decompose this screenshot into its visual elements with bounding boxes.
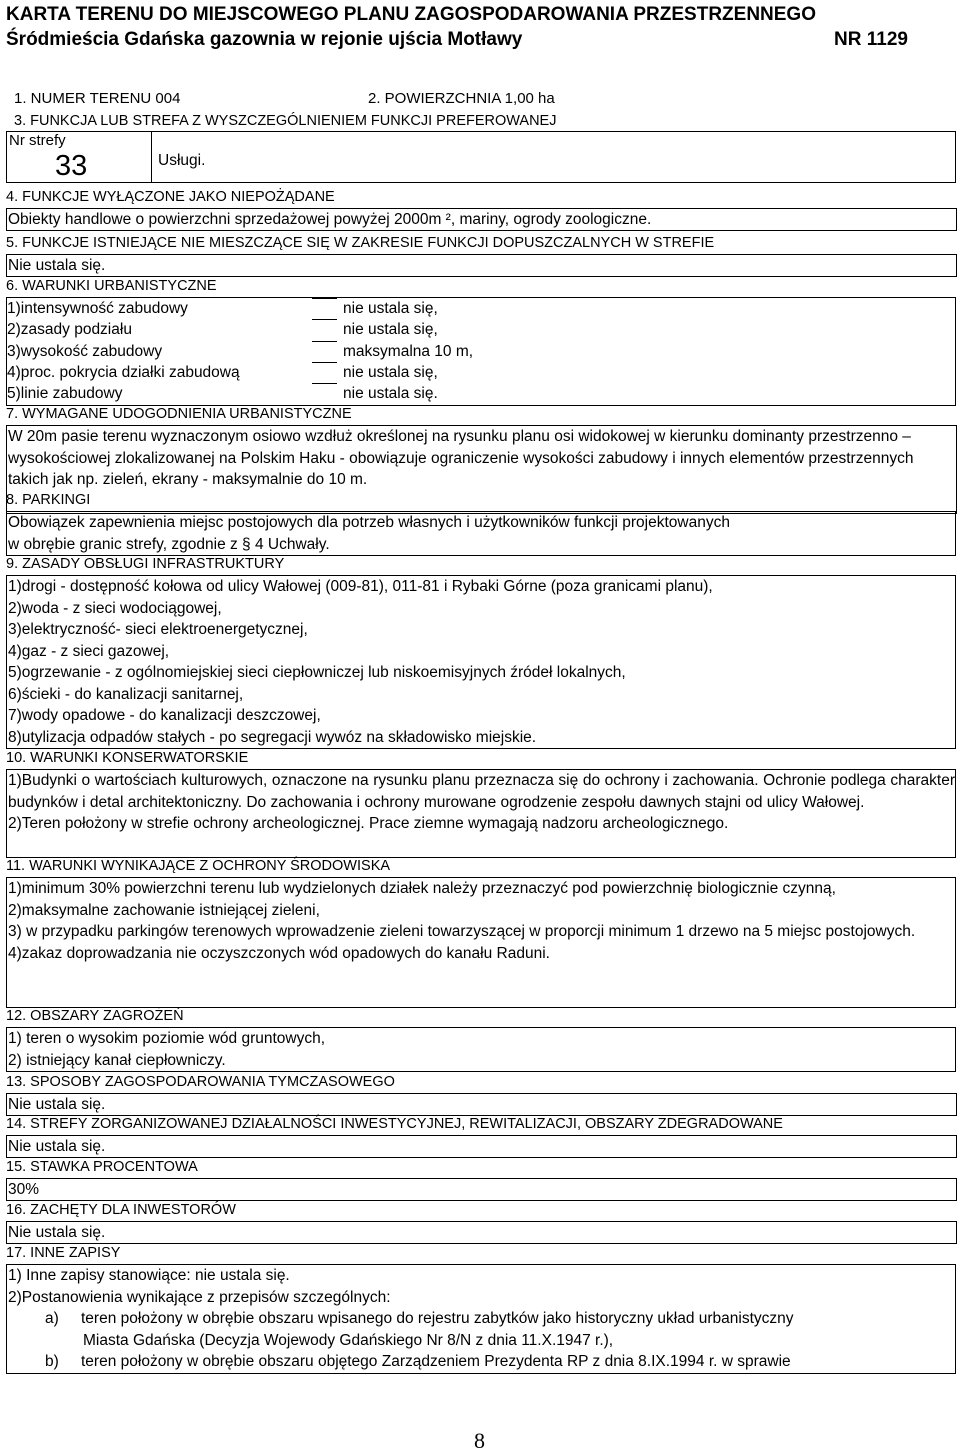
s6-value: maksymalna 10 m, — [343, 342, 474, 360]
s12-item: 2) istniejący kanał ciepłowniczy. — [8, 1051, 226, 1069]
section-1-2 — [14, 90, 555, 107]
document-header — [6, 2, 954, 52]
section-8-heading: 8. PARKINGI — [6, 492, 91, 508]
s6-value: nie ustala się, — [343, 300, 438, 317]
section-16-heading: 16. ZACHĘTY DLA INWESTORÓW — [6, 1202, 236, 1218]
s6-row — [7, 362, 955, 383]
s9-item: 6)ścieki - do kanalizacji sanitarnej, — [8, 685, 244, 703]
dash — [312, 341, 337, 358]
strefa-label: Nr strefy — [9, 132, 66, 149]
section-17-heading: 17. INNE ZAPISY — [6, 1245, 121, 1261]
s6-row — [7, 298, 955, 319]
strefa-nr-cell — [7, 132, 152, 182]
s6-value: nie ustala się, — [343, 321, 438, 339]
section-8-line1: Obowiązek zapewnienia miejsc postojowych dla potrzeb własnych i użytkowników funkcji projektowanych — [8, 514, 730, 531]
s9-item: 7)wody opadowe - do kanalizacji deszczowej, — [8, 707, 321, 724]
section-13-heading: 13. SPOSOBY ZAGOSPODAROWANIA TYMCZASOWEGO — [6, 1074, 395, 1090]
s6-value: nie ustala się, — [343, 363, 438, 381]
section-13-text: Nie ustala się. — [6, 1093, 957, 1116]
section-3-heading: 3. FUNKCJA LUB STREFA Z WYSZCZEGÓLNIENIEM FUNKCJI PREFEROWANEJ — [14, 113, 557, 129]
section-5-heading: 5. FUNKCJE ISTNIEJĄCE NIE MIESZCZĄCE SIĘ W ZAKRESIE FUNKCJI DOPUSZCZALNYCH W STREFIE — [6, 235, 715, 251]
strefa-function: Usługi. — [158, 152, 206, 169]
s12-item: 1) teren o wysokim poziomie wód gruntowych, — [8, 1030, 326, 1047]
section-17-box — [6, 1264, 956, 1374]
section-11-box — [6, 877, 956, 1008]
s6-key: 2)zasady podziału — [7, 321, 132, 339]
section-15-text: 30% — [6, 1178, 957, 1201]
s6-key: 5)linie zabudowy — [7, 385, 123, 403]
s17-a-text-cont: Miasta Gdańska (Decyzja Wojewody Gdańskiego Nr 8/N z dnia 11.X.1947 r.), — [83, 1331, 614, 1349]
strefa-box — [6, 131, 956, 183]
s6-value: nie ustala się. — [343, 385, 438, 403]
header-title: KARTA TERENU DO MIEJSCOWEGO PLANU ZAGOSPODAROWANIA PRZESTRZENNEGO — [6, 4, 816, 25]
section-8-box — [6, 511, 956, 556]
s6-key: 4)proc. pokrycia działki zabudową — [7, 363, 240, 381]
section-12-box — [6, 1027, 956, 1072]
section-6-box — [6, 297, 956, 406]
section-2: 2. POWIERZCHNIA 1,00 ha — [368, 90, 555, 107]
section-10-box — [6, 769, 956, 858]
section-11-heading: 11. WARUNKI WYNIKAJĄCE Z OCHRONY ŚRODOWISKA — [6, 858, 391, 874]
header-nr: NR 1129 — [834, 29, 908, 50]
section-8-line2: w obrębie granic strefy, zgodnie z § 4 Uchwały. — [8, 535, 330, 553]
s17-line-2: 2)Postanowienia wynikające z przepisów szczególnych: — [8, 1288, 391, 1306]
s6-key: 3)wysokość zabudowy — [7, 342, 163, 360]
s10-paragraph-2: 2)Teren położony w strefie ochrony archeologicznej. Prace ziemne wymagają nadzoru archeologicznego. — [8, 815, 729, 832]
header-subtitle: Śródmieścia Gdańska gazownia w rejonie ujścia Motławy — [6, 29, 523, 50]
section-7-heading: 7. WYMAGANE UDOGODNIENIA URBANISTYCZNE — [6, 406, 352, 422]
s9-item: 8)utylizacja odpadów stałych - po segregacji wywóz na składowisko miejskie. — [8, 728, 537, 746]
section-4-text: Obiekty handlowe o powierzchni sprzedażowej powyżej 2000m ², mariny, ogrody zoologiczne. — [6, 208, 957, 231]
s6-row — [7, 319, 955, 340]
section-9-box — [6, 575, 956, 749]
s9-item: 3)elektryczność- sieci elektroenergetycznej, — [8, 621, 308, 638]
section-16-text: Nie ustala się. — [6, 1221, 957, 1244]
s17-item-a — [7, 1308, 955, 1330]
section-5-text: Nie ustala się. — [6, 254, 957, 277]
s9-item: 2)woda - z sieci wodociągowej, — [8, 599, 222, 617]
s17-b-label: b) — [45, 1353, 59, 1370]
dash — [312, 298, 337, 315]
dash — [312, 362, 337, 379]
s17-item-b — [7, 1351, 955, 1373]
s6-row — [7, 383, 955, 404]
section-1: 1. NUMER TERENU 004 — [14, 90, 181, 107]
s17-b-text: teren położony w obrębie obszaru objętego Zarządzeniem Prezydenta RP z dnia 8.IX.1994 r. w sprawie — [81, 1353, 791, 1370]
page-number: 8 — [474, 1428, 485, 1453]
s17-line-1: 1) Inne zapisy stanowiące: nie ustala się. — [8, 1267, 290, 1284]
s11-item: 1)minimum 30% powierzchni terenu lub wydzielonych działek należy przeznaczyć pod powierzchnię biologicznie czynną, — [8, 880, 836, 897]
s17-a-text: teren położony w obrębie obszaru wpisanego do rejestru zabytków jako historyczny układ urbanistyczny — [81, 1310, 794, 1327]
s9-item: 5)ogrzewanie - z ogólnomiejskiej sieci ciepłowniczej lub niskoemisyjnych źródeł lokalnych, — [8, 664, 626, 681]
section-12-heading: 12. OBSZARY ZAGROŻEŃ — [6, 1008, 184, 1024]
dash — [312, 383, 337, 400]
s9-item: 4)gaz - z sieci gazowej, — [8, 642, 170, 660]
section-15-heading: 15. STAWKA PROCENTOWA — [6, 1159, 198, 1175]
s10-paragraph-1: 1)Budynki o wartościach kulturowych, oznaczone na rysunku planu przeznacza się do ochrony i zachowania. Ochronie podlega charakter budynków i detal architektoniczny. Do zachowania i ochrony murowane ogrodzenie zespołu dawnych stajni od ulicy Wałowej. — [8, 772, 955, 811]
s6-key: 1)intensywność zabudowy — [7, 300, 188, 317]
section-9-heading: 9. ZASADY OBSŁUGI INFRASTRUKTURY — [6, 556, 285, 572]
section-14-text: Nie ustala się. — [6, 1135, 957, 1158]
section-4-heading: 4. FUNKCJE WYŁĄCZONE JAKO NIEPOŻĄDANE — [6, 189, 335, 205]
section-7-text: W 20m pasie terenu wyznaczonym osiowo wzdłuż określonej na rysunku planu osi widokowej w kierunku dominanty przestrzenno – wysokościowej zlokalizowanej na Polskim Haku - obowiązuje ograniczenie wysokości zabudowy i innych elementów przestrzennych takich jak np. zieleń, ekrany - maksymalnie do 10 m. — [6, 425, 957, 514]
s11-item: 4)zakaz doprowadzania nie oczyszczonych wód opadowych do kanału Raduni. — [8, 944, 550, 962]
section-10-heading: 10. WARUNKI KONSERWATORSKIE — [6, 750, 249, 766]
strefa-number: 33 — [55, 150, 88, 182]
s11-item: 3) w przypadku parkingów terenowych wprowadzenie zieleni towarzyszącej w proporcji minimum 1 drzewo na 5 miejsc postojowych. — [8, 923, 916, 940]
s17-a-label: a) — [45, 1310, 59, 1327]
s9-item: 1)drogi - dostępność kołowa od ulicy Wałowej (009-81), 011-81 i Rybaki Górne (poza granicami planu), — [8, 578, 713, 595]
s6-row — [7, 341, 955, 362]
dash — [312, 319, 337, 336]
section-14-heading: 14. STREFY ZORGANIZOWANEJ DZIAŁALNOŚCI INWESTYCYJNEJ, REWITALIZACJI, OBSZARY ZDEGRADOWANE — [6, 1116, 783, 1132]
section-6-heading: 6. WARUNKI URBANISTYCZNE — [6, 278, 217, 294]
s11-item: 2)maksymalne zachowanie istniejącej zieleni, — [8, 901, 320, 919]
